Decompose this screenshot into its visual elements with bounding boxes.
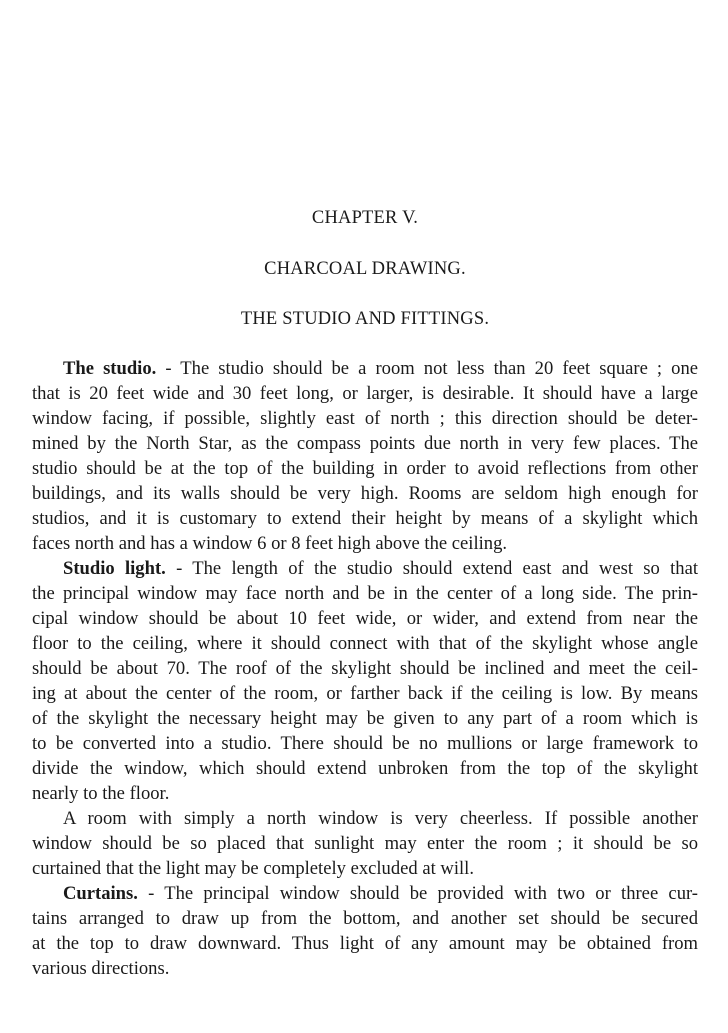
text-line: The studio. - The studio should be a room not less than 20 feet square ; one — [63, 358, 698, 379]
text-line: ing at about the center of the room, or farther back if the ceiling is low. By means — [32, 683, 698, 704]
text-line: Studio light. - The length of the studio should extend east and west so that — [63, 558, 699, 579]
text-line: of the skylight the necessary height may be given to any part of a room which is — [32, 708, 698, 729]
text-line: faces north and has a window 6 or 8 feet high above the ceiling. — [32, 533, 508, 554]
text-line: various directions. — [32, 958, 170, 979]
paragraph-north-window — [32, 806, 698, 881]
text-line: curtained that the light may be completely excluded at will. — [32, 858, 474, 879]
text-line: buildings, and its walls should be very high. Rooms are seldom high enough for — [32, 483, 698, 504]
text-line: divide the window, which should extend unbroken from the top of the skylight — [32, 758, 698, 779]
text-line: Curtains. - The principal window should be provided with two or three cur- — [63, 883, 698, 904]
text-line: studio should be at the top of the building in order to avoid reflections from other — [32, 458, 698, 479]
section-title: THE STUDIO AND FITTINGS. — [240, 309, 490, 329]
text-line: cipal window should be about 10 feet wide, or wider, and extend from near the — [32, 608, 698, 629]
paragraph-studio-light — [32, 556, 698, 806]
paragraph-studio — [32, 356, 698, 556]
text-line: tains arranged to draw up from the bottom, and another set should be secured — [32, 908, 698, 929]
text-line: window should be so placed that sunlight may enter the room ; it should be so — [32, 833, 698, 854]
text-line: to be converted into a studio. There should be no mullions or large framework to — [32, 733, 698, 754]
text-line: the principal window may face north and be in the center of a long side. The prin- — [32, 583, 698, 604]
chapter-title: CHARCOAL DRAWING. — [264, 259, 466, 279]
text-line: A room with simply a north window is very cheerless. If possible another — [63, 808, 698, 829]
text-line: should be about 70. The roof of the skylight should be inclined and meet the ceil- — [32, 658, 698, 679]
body-text — [32, 356, 698, 981]
chapter-heading: CHAPTER V. — [311, 208, 419, 228]
paragraph-lead: Studio light. — [63, 558, 166, 579]
text-line: mined by the North Star, as the compass points due north in very few places. The — [32, 433, 698, 454]
text-line: nearly to the floor. — [32, 783, 170, 804]
text-line: that is 20 feet wide and 30 feet long, or larger, is desirable. It should have a large — [32, 383, 698, 404]
paragraph-lead: The studio. — [63, 358, 157, 379]
book-page — [32, 0, 698, 1033]
paragraph-lead: Curtains. — [63, 883, 138, 904]
text-line: window facing, if possible, slightly east of north ; this direction should be deter- — [32, 408, 698, 429]
text-line: studios, and it is customary to extend their height by means of a skylight which — [32, 508, 698, 529]
text-line: floor to the ceiling, where it should connect with that of the skylight whose angle — [32, 633, 698, 654]
paragraph-curtains — [32, 881, 698, 981]
text-line: at the top to draw downward. Thus light of any amount may be obtained from — [32, 933, 698, 954]
